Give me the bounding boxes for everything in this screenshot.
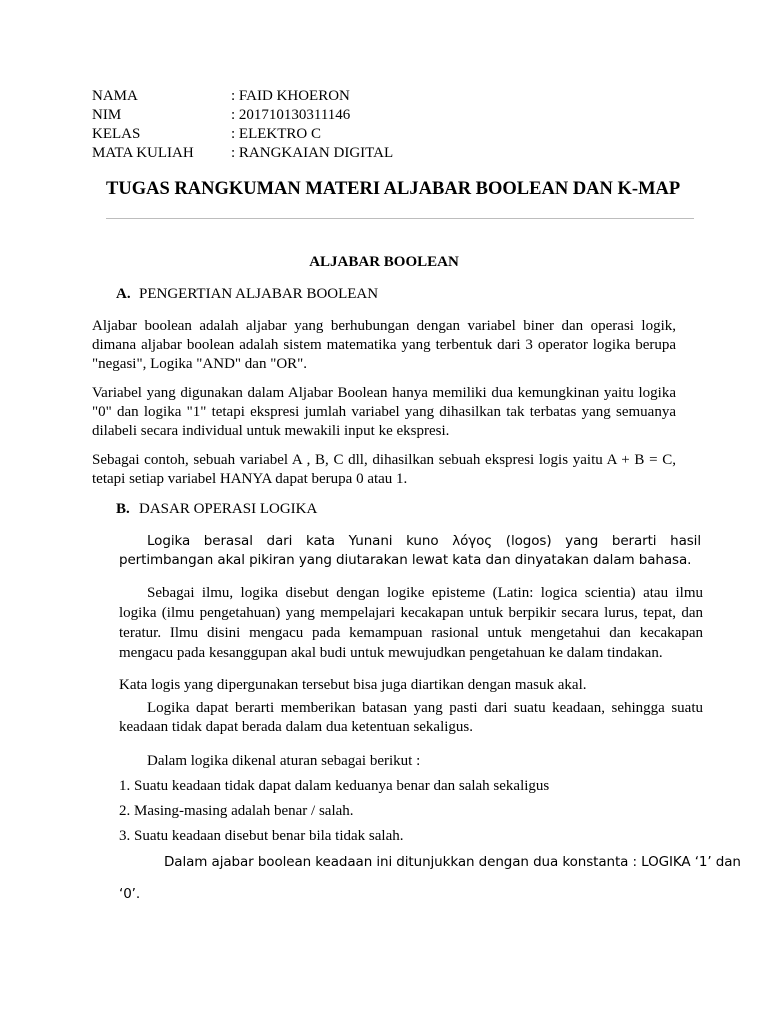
section-b-paragraph-logika-asal: Logika berasal dari kata Yunani kuno λόγος (logos) yang berarti hasil pertimbangan akal pikiran yang diutarakan lewat kata dan dinyatakan dalam bahasa.	[119, 533, 701, 568]
identity-value-nama: : FAID KHOERON	[231, 88, 350, 104]
section-b-paragraph-aturan-intro: Dalam logika dikenal aturan sebagai berikut :	[147, 753, 421, 769]
document-title: TUGAS RANGKUMAN MATERI ALJABAR BOOLEAN DAN K-MAP	[106, 179, 681, 199]
rule-item-2: 2. Masing-masing adalah benar / salah.	[119, 803, 354, 819]
identity-label-kelas: KELAS	[92, 126, 141, 142]
section-a-paragraph-1: Aljabar boolean adalah aljabar yang berhubungan dengan variabel biner dan operasi logik, dimana aljabar boolean adalah sistem matematika yang terbentuk dari 3 operator logika berupa "negasi", Logika "AND" dan "OR".	[92, 318, 676, 372]
identity-value-mata-kuliah: : RANGKAIAN DIGITAL	[231, 145, 394, 161]
title-divider	[106, 218, 694, 219]
rule-item-3: 3. Suatu keadaan disebut benar bila tidak salah.	[119, 828, 404, 844]
section-a-heading: PENGERTIAN ALJABAR BOOLEAN	[139, 286, 379, 302]
section-b-heading: DASAR OPERASI LOGIKA	[139, 501, 318, 517]
section-b-paragraph-logis: Kata logis yang dipergunakan tersebut bisa juga diartikan dengan masuk akal.	[119, 677, 587, 693]
identity-value-kelas: : ELEKTRO C	[231, 126, 321, 142]
rule-item-1: 1. Suatu keadaan tidak dapat dalam keduanya benar dan salah sekaligus	[119, 778, 550, 794]
section-b-letter: B.	[116, 501, 130, 517]
section-b-paragraph-batasan: Logika dapat berarti memberikan batasan yang pasti dari suatu keadaan, sehingga suatu keadaan tidak dapat berada dalam dua ketentuan sekaligus.	[119, 700, 703, 735]
identity-label-nama: NAMA	[92, 88, 138, 104]
section-a-paragraph-3: Sebagai contoh, sebuah variabel A , B, C dll, dihasilkan sebuah ekspresi logis yaitu A + B = C, tetapi setiap variabel HANYA dapat berupa 0 atau 1.	[92, 452, 676, 487]
identity-label-mata-kuliah: MATA KULIAH	[92, 145, 194, 161]
section-a-paragraph-2: Variabel yang digunakan dalam Aljabar Boolean hanya memiliki dua kemungkinan yaitu logika "0" dan logika "1" tetapi ekspresi jumlah variabel yang dihasilkan tak terbatas yang semuanya dilabeli secara individual untuk mewakili input ke ekspresi.	[92, 385, 676, 439]
section-b-paragraph-ilmu: Sebagai ilmu, logika disebut dengan logike episteme (Latin: logica scientia) atau ilmu logika (ilmu pengetahuan) yang mempelajari kecakapan untuk berpikir secara lurus, tepat, dan teratur. Ilmu disini mengacu pada kemampuan rasional untuk mengetahui dan kecakapan mengacu pada kesanggupan akal budi untuk mewujudkan pengetahuan ke dalam tindakan.	[119, 585, 703, 661]
identity-label-nim: NIM	[92, 107, 122, 123]
section-b-paragraph-konstanta-line-1: Dalam ajabar boolean keadaan ini ditunjukkan dengan dua konstanta : LOGIKA ‘1’ dan	[164, 854, 741, 870]
identity-value-nim: : 201710130311146	[231, 107, 351, 123]
section-b-paragraph-konstanta-line-2: ‘0’.	[119, 886, 141, 902]
section-title: ALJABAR BOOLEAN	[309, 254, 459, 270]
section-a-letter: A.	[116, 286, 131, 302]
